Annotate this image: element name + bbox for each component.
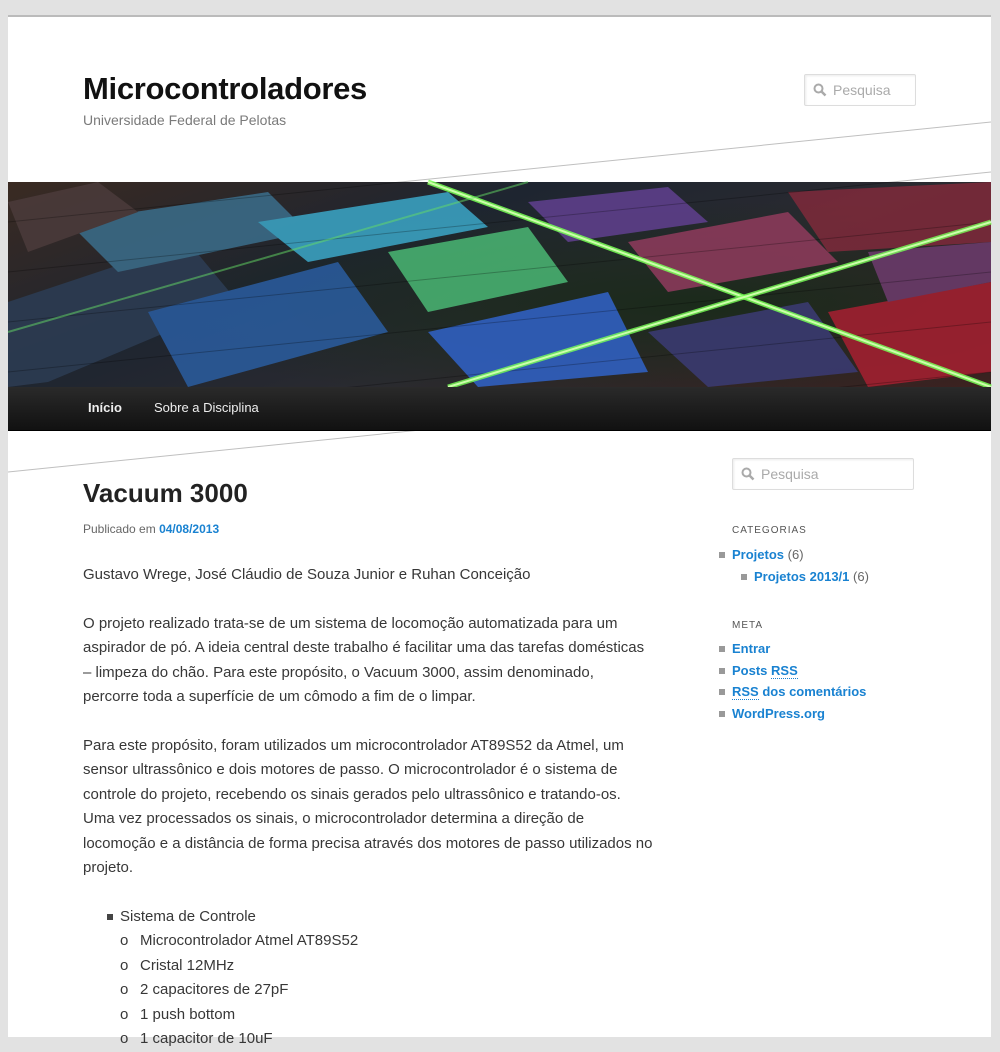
square-bullet-icon	[719, 668, 725, 674]
list-item	[120, 905, 653, 930]
meta-link-wordpress[interactable]: WordPress.org	[732, 705, 825, 721]
meta-link-comments-rss[interactable]: RSS dos comentários	[732, 684, 867, 699]
list-item: o Microcontrolador Atmel AT89S52	[120, 929, 653, 954]
list-marker: o	[120, 932, 129, 949]
list-item: o Cristal 12MHz	[120, 954, 653, 979]
category-link-projetos-2013-1[interactable]: Projetos 2013/1	[754, 568, 850, 584]
list-marker: o	[120, 981, 129, 998]
meta-item	[719, 681, 866, 703]
post-meta-prefix: Publicado em	[83, 522, 156, 536]
square-bullet-icon	[741, 574, 747, 580]
meta-link-entrar[interactable]: Entrar	[732, 641, 771, 656]
list-marker: o	[120, 1005, 129, 1023]
nav-item-sobre-a-disciplina[interactable]: Sobre a Disciplina	[154, 400, 259, 415]
nav-item-inicio[interactable]: Início	[88, 400, 122, 415]
meta-item	[719, 703, 866, 725]
header-banner-image	[8, 182, 991, 387]
sub-list	[120, 929, 653, 1052]
square-bullet-icon	[107, 914, 113, 920]
post-content	[83, 563, 653, 1052]
meta-link-posts-rss[interactable]: Posts RSS	[732, 662, 798, 678]
post-date-link[interactable]: 04/08/2013	[159, 522, 220, 536]
sidebar-search-input[interactable]	[732, 458, 914, 490]
post-authors: Gustavo Wrege, José Cláudio de Souza Junior e Ruhan Conceição	[83, 566, 531, 583]
component-list	[83, 905, 653, 930]
categories-list	[719, 544, 869, 587]
list-marker: o	[120, 956, 129, 974]
meta-item	[719, 638, 866, 660]
categories-widget-title: CATEGORIAS	[732, 525, 807, 536]
list-marker: o	[120, 1030, 129, 1047]
list-item: o 1 capacitor de 10uF	[120, 1027, 653, 1052]
square-bullet-icon	[719, 689, 725, 695]
category-link-projetos[interactable]: Projetos	[732, 547, 785, 562]
site-description: Universidade Federal de Pelotas	[83, 112, 287, 128]
square-bullet-icon	[719, 711, 725, 717]
search-icon	[741, 467, 755, 481]
category-item	[719, 544, 869, 566]
search-placeholder: Pesquisa	[761, 466, 819, 482]
header-search-input[interactable]	[804, 74, 916, 106]
square-bullet-icon	[719, 646, 725, 652]
site-title[interactable]: Microcontroladores	[83, 71, 367, 106]
search-placeholder: Pesquisa	[833, 82, 891, 98]
main-navigation	[8, 387, 991, 431]
meta-list	[719, 638, 866, 724]
category-count: (6)	[853, 568, 869, 584]
search-icon	[813, 83, 827, 97]
list-item: o 2 capacitores de 27pF	[120, 978, 653, 1003]
list-heading: Sistema de Controle	[120, 907, 256, 925]
post-meta	[83, 522, 219, 536]
page	[8, 15, 991, 1047]
square-bullet-icon	[719, 552, 725, 558]
post-paragraph: O projeto realizado trata-se de um sistema de locomoção automatizada para um aspirador de pó. A ideia central deste trabalho é facilitar uma das tarefas domésticas – limpeza do chão. Para este propósito, o Vacuum 3000, assim denominado, percorre toda a superfície de um cômodo a fim de o limpar.	[83, 614, 645, 705]
meta-item	[719, 660, 866, 682]
list-item: o 1 push bottom	[120, 1003, 653, 1028]
category-item	[719, 566, 869, 588]
post-title[interactable]: Vacuum 3000	[83, 478, 248, 508]
category-count: (6)	[787, 547, 804, 562]
meta-widget-title: META	[732, 620, 764, 631]
post-paragraph: Para este propósito, foram utilizados um microcontrolador AT89S52 da Atmel, um sensor ultrassônico e dois motores de passo. O microcontrolador é o sistema de controle do projeto, recebendo os sinais gerados pelo ultrassônico e tratando-os. Uma vez processados os sinais, o microcontrolador determina a direção de locomoção e a distância de forma precisa através dos motores de passo utilizados no projeto.	[83, 736, 653, 876]
